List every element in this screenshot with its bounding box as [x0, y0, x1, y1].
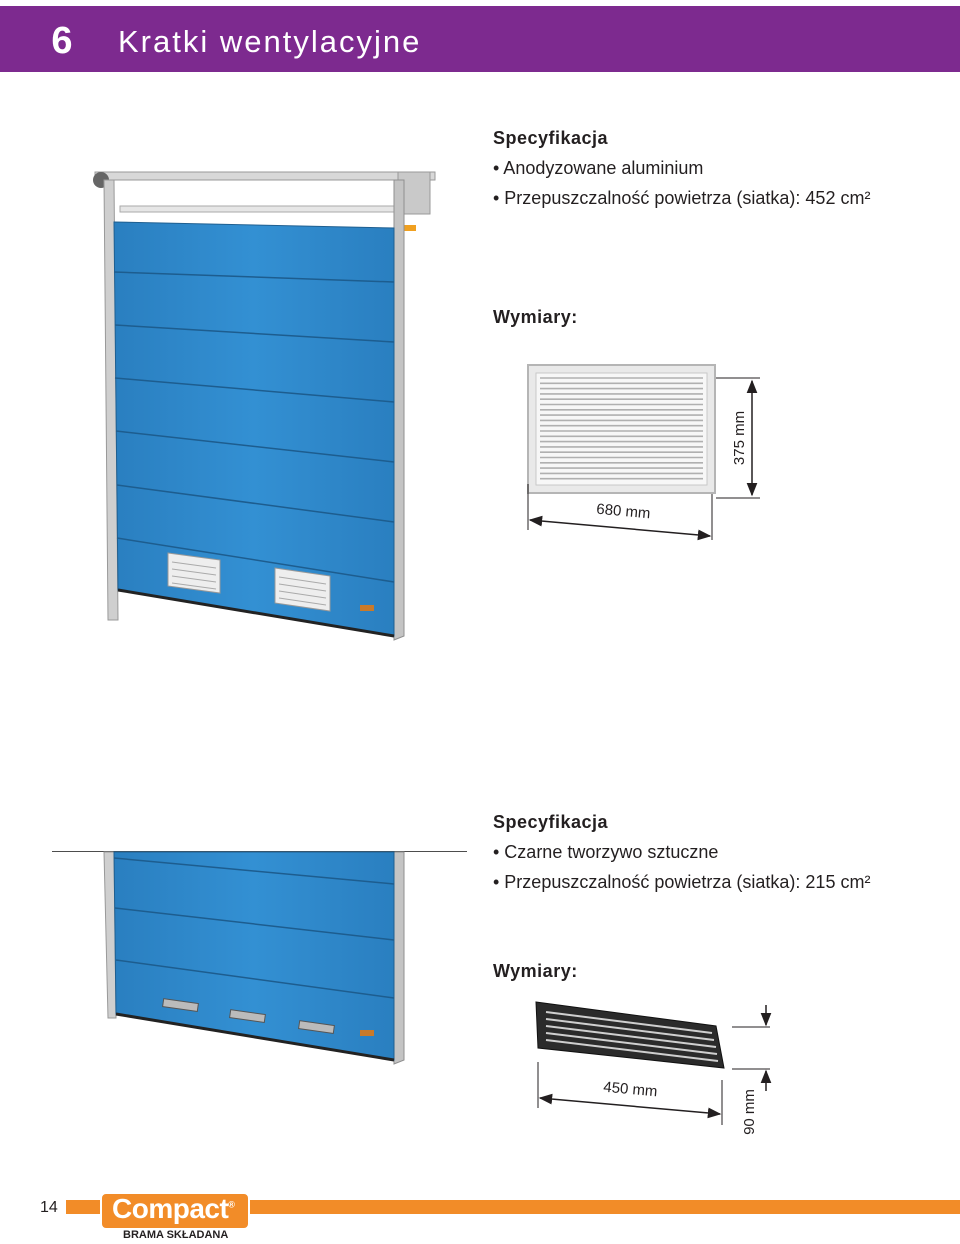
spec-bullet-material-1: • Anodyzowane aluminium [493, 158, 704, 178]
sectional-door-illustration-1 [93, 172, 435, 640]
brand-subtitle: BRAMA SKŁADANA [123, 1229, 229, 1241]
height-dimension-2 [732, 1005, 770, 1091]
spec-bullet-airflow-1: • Przepuszczalność powietrza (siatka): 452 cm² [493, 188, 871, 208]
width-label-1: 680 mm [595, 500, 652, 523]
chapter-number: 6 [51, 20, 73, 62]
spec-bullet-material-2: • Czarne tworzywo sztuczne [493, 842, 719, 862]
dimensions-title-1: Wymiary: [493, 307, 578, 327]
plastic-grille-illustration [536, 1002, 724, 1068]
width-label-2: 450 mm [602, 1078, 659, 1101]
height-label-2: 90 mm [741, 1089, 758, 1135]
brand-logo [112, 1193, 234, 1225]
spec-bullet-airflow-2: • Przepuszczalność powietrza (siatka): 215 cm² [493, 872, 871, 892]
door-grille-left [168, 553, 220, 593]
registered-mark: ® [228, 1199, 235, 1210]
door-grille-right [275, 568, 330, 611]
spec-title-1: Specyfikacja [493, 128, 609, 148]
sectional-door-illustration-2 [104, 852, 404, 1064]
page-number: 14 [40, 1199, 58, 1216]
chapter-title: Kratki wentylacyjne [118, 24, 422, 59]
spec-title-2: Specyfikacja [493, 812, 609, 832]
height-label-1: 375 mm [731, 410, 748, 466]
brand-logo-text: Compact [112, 1193, 229, 1224]
aluminium-grille-illustration [528, 365, 715, 493]
dimensions-title-2: Wymiary: [493, 961, 578, 981]
